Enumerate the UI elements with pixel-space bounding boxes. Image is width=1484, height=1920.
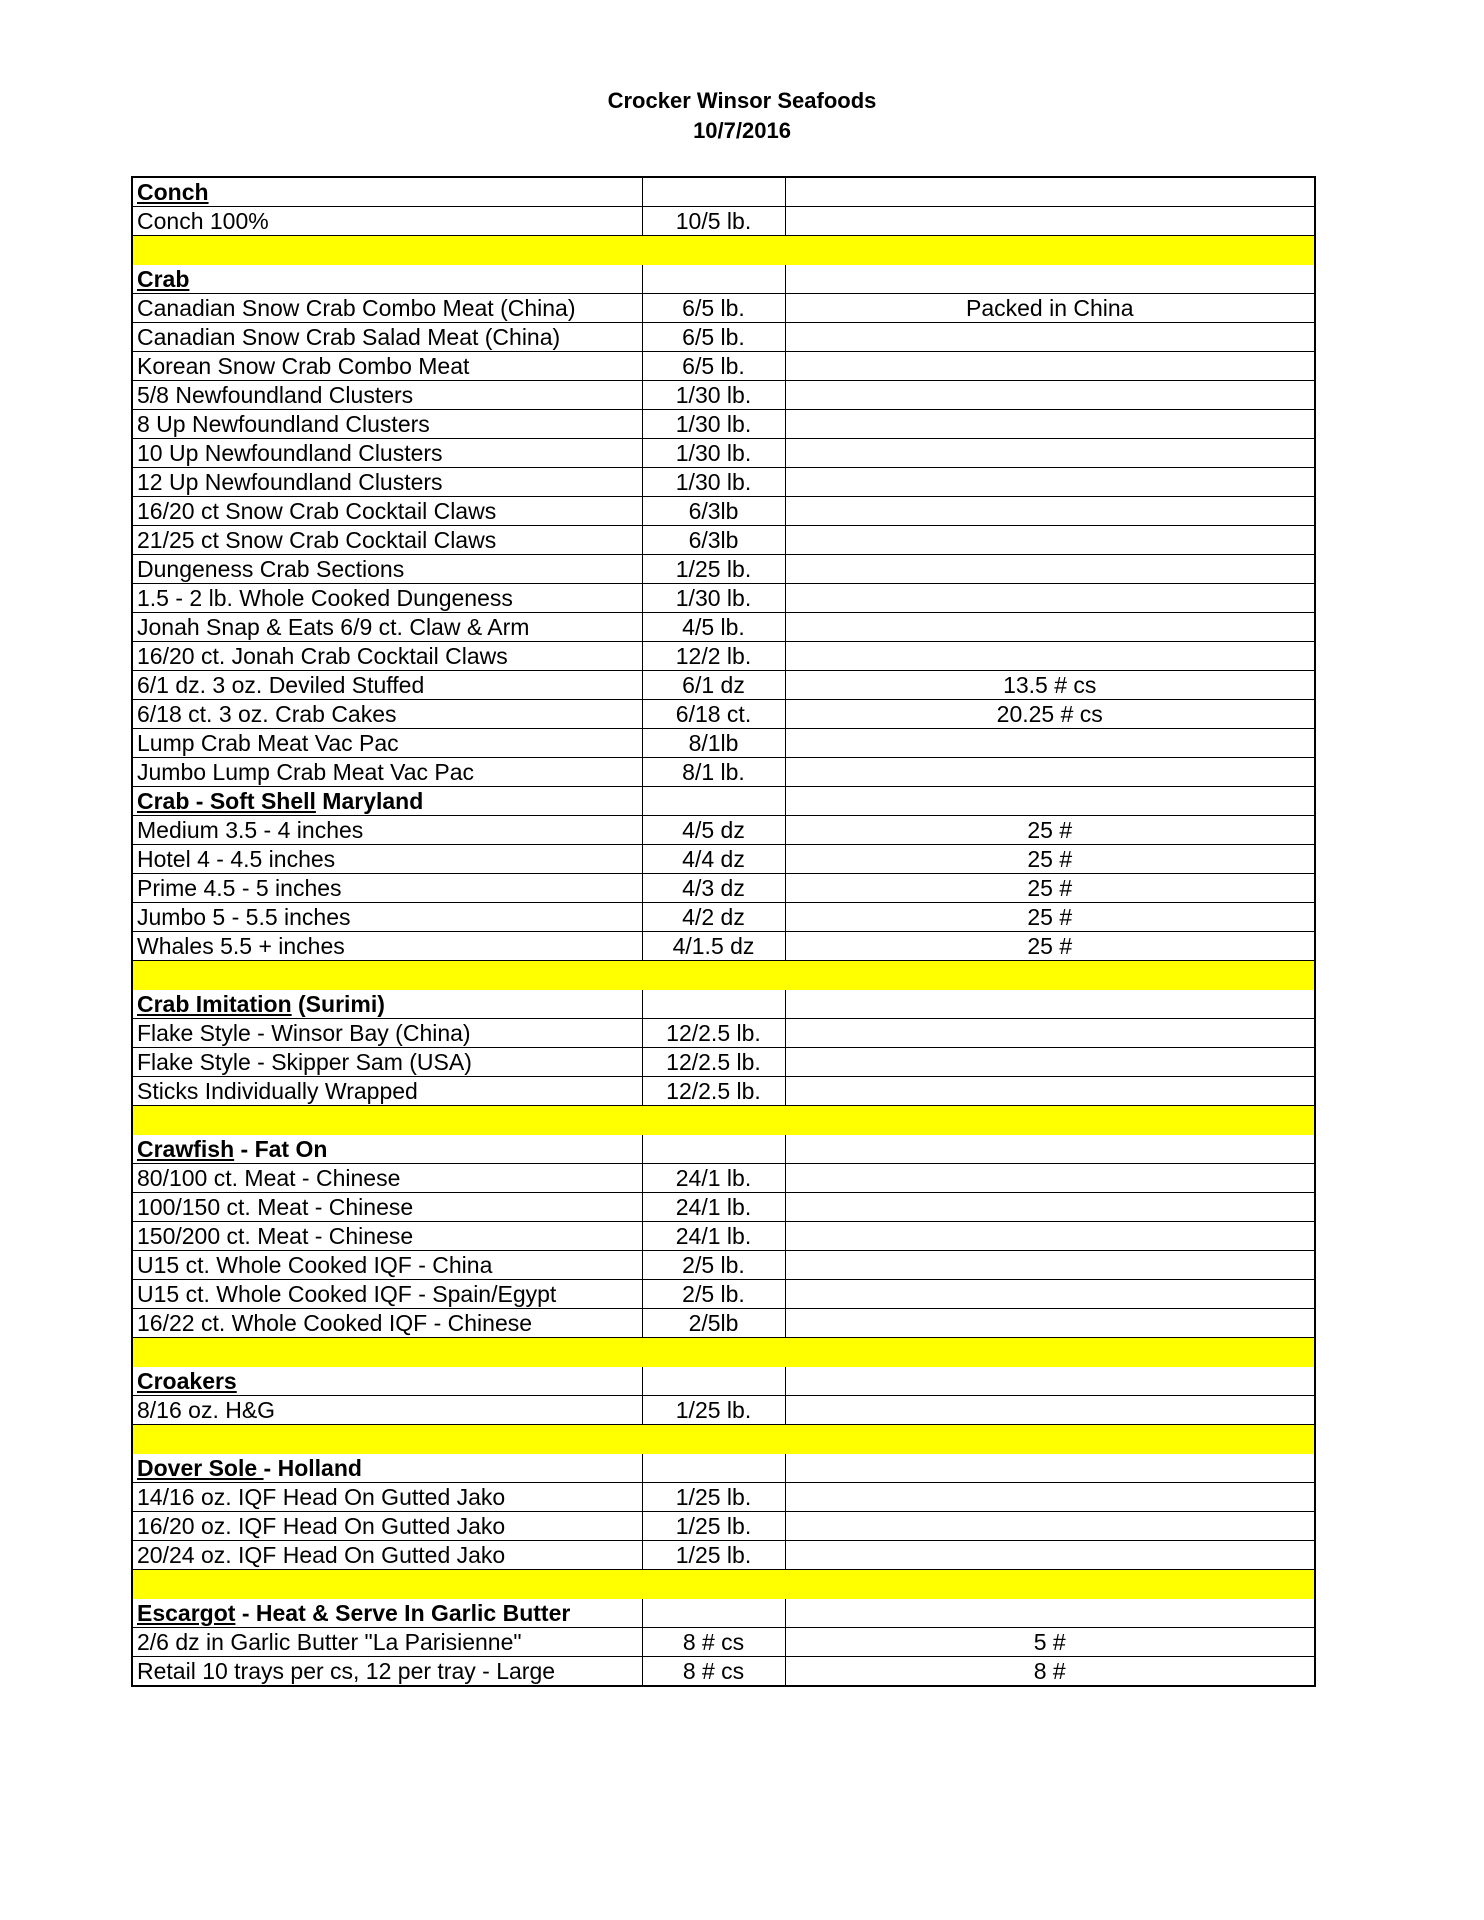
- item-note: [785, 1048, 1315, 1077]
- item-name: Prime 4.5 - 5 inches: [132, 874, 642, 903]
- table-row: [132, 1019, 1315, 1048]
- pack-size: 6/18 ct.: [642, 700, 785, 729]
- item-name: Jumbo Lump Crab Meat Vac Pac: [132, 758, 642, 787]
- item-name: Dungeness Crab Sections: [132, 555, 642, 584]
- table-row: [132, 1280, 1315, 1309]
- separator-cell: [642, 1338, 785, 1368]
- pack-size: 10/5 lb.: [642, 207, 785, 236]
- pack-size: 6/3lb: [642, 497, 785, 526]
- item-name: 16/20 ct. Jonah Crab Cocktail Claws: [132, 642, 642, 671]
- table-row: [132, 1048, 1315, 1077]
- pack-size: 4/1.5 dz: [642, 932, 785, 961]
- item-name: Retail 10 trays per cs, 12 per tray - Large: [132, 1657, 642, 1687]
- pack-size: 2/5 lb.: [642, 1280, 785, 1309]
- category-title: [132, 265, 642, 294]
- table-row: [132, 903, 1315, 932]
- pack-size: 24/1 lb.: [642, 1222, 785, 1251]
- pack-size: 1/25 lb.: [642, 1483, 785, 1512]
- pack-size: 8/1 lb.: [642, 758, 785, 787]
- table-row: [132, 613, 1315, 642]
- pack-cell: [642, 1367, 785, 1396]
- table-row: [132, 207, 1315, 236]
- item-note: [785, 1164, 1315, 1193]
- item-note: 8 #: [785, 1657, 1315, 1687]
- table-row: [132, 323, 1315, 352]
- table-row: [132, 1541, 1315, 1570]
- pack-size: 2/5lb: [642, 1309, 785, 1338]
- table-row: [132, 1222, 1315, 1251]
- pack-size: 1/30 lb.: [642, 410, 785, 439]
- pack-size: 1/30 lb.: [642, 381, 785, 410]
- table-row: [132, 671, 1315, 700]
- item-note: 25 #: [785, 903, 1315, 932]
- table-row: [132, 1396, 1315, 1425]
- item-name: 1.5 - 2 lb. Whole Cooked Dungeness: [132, 584, 642, 613]
- separator-cell: [642, 1570, 785, 1600]
- item-note: [785, 1512, 1315, 1541]
- table-row: [132, 1512, 1315, 1541]
- item-name: 12 Up Newfoundland Clusters: [132, 468, 642, 497]
- pack-size: 1/25 lb.: [642, 555, 785, 584]
- table-row: [132, 410, 1315, 439]
- table-row: [132, 1483, 1315, 1512]
- pack-size: 4/5 lb.: [642, 613, 785, 642]
- item-name: Lump Crab Meat Vac Pac: [132, 729, 642, 758]
- item-note: [785, 381, 1315, 410]
- pack-size: 6/5 lb.: [642, 294, 785, 323]
- note-cell: [785, 1367, 1315, 1396]
- item-name: 20/24 oz. IQF Head On Gutted Jako: [132, 1541, 642, 1570]
- pack-size: 12/2 lb.: [642, 642, 785, 671]
- separator-cell: [132, 236, 642, 266]
- table-row: [132, 1193, 1315, 1222]
- table-row: [132, 758, 1315, 787]
- item-name: U15 ct. Whole Cooked IQF - Spain/Egypt: [132, 1280, 642, 1309]
- item-note: [785, 352, 1315, 381]
- item-name: Hotel 4 - 4.5 inches: [132, 845, 642, 874]
- item-name: Conch 100%: [132, 207, 642, 236]
- item-name: Whales 5.5 + inches: [132, 932, 642, 961]
- category-header-row: [132, 1135, 1315, 1164]
- item-note: [785, 1396, 1315, 1425]
- section-separator: [132, 1570, 1315, 1600]
- separator-cell: [132, 1425, 642, 1455]
- item-name: 21/25 ct Snow Crab Cocktail Claws: [132, 526, 642, 555]
- table-row: [132, 1309, 1315, 1338]
- item-note: [785, 526, 1315, 555]
- item-note: [785, 1280, 1315, 1309]
- item-note: 13.5 # cs: [785, 671, 1315, 700]
- item-name: Medium 3.5 - 4 inches: [132, 816, 642, 845]
- table-row: [132, 729, 1315, 758]
- category-title: [132, 990, 642, 1019]
- pack-size: 6/3lb: [642, 526, 785, 555]
- pack-cell: [642, 265, 785, 294]
- item-note: 25 #: [785, 845, 1315, 874]
- table-row: [132, 555, 1315, 584]
- table-row: [132, 874, 1315, 903]
- pack-size: 6/1 dz: [642, 671, 785, 700]
- item-note: 20.25 # cs: [785, 700, 1315, 729]
- pack-size: 6/5 lb.: [642, 323, 785, 352]
- item-name: 16/20 oz. IQF Head On Gutted Jako: [132, 1512, 642, 1541]
- pack-size: 1/25 lb.: [642, 1396, 785, 1425]
- item-note: [785, 1309, 1315, 1338]
- separator-cell: [642, 236, 785, 266]
- item-name: Canadian Snow Crab Combo Meat (China): [132, 294, 642, 323]
- item-name: 8 Up Newfoundland Clusters: [132, 410, 642, 439]
- category-title: [132, 1367, 642, 1396]
- separator-cell: [785, 236, 1315, 266]
- item-name: 150/200 ct. Meat - Chinese: [132, 1222, 642, 1251]
- item-note: [785, 1077, 1315, 1106]
- table-row: [132, 642, 1315, 671]
- item-note: [785, 1541, 1315, 1570]
- table-row: [132, 439, 1315, 468]
- category-name: Crawfish: [137, 1136, 235, 1162]
- product-table-body: [132, 177, 1315, 1686]
- category-name: Crab - Soft Shell: [137, 788, 316, 814]
- pack-cell: [642, 1454, 785, 1483]
- category-name: Croakers: [137, 1368, 237, 1394]
- item-note: 25 #: [785, 874, 1315, 903]
- item-name: Jumbo 5 - 5.5 inches: [132, 903, 642, 932]
- category-header-row: [132, 1454, 1315, 1483]
- pack-size: 12/2.5 lb.: [642, 1048, 785, 1077]
- pack-cell: [642, 990, 785, 1019]
- item-name: Korean Snow Crab Combo Meat: [132, 352, 642, 381]
- note-cell: [785, 990, 1315, 1019]
- item-note: [785, 642, 1315, 671]
- separator-cell: [785, 1425, 1315, 1455]
- table-row: [132, 1164, 1315, 1193]
- pack-size: 4/2 dz: [642, 903, 785, 932]
- item-note: [785, 497, 1315, 526]
- item-name: Canadian Snow Crab Salad Meat (China): [132, 323, 642, 352]
- table-row: [132, 294, 1315, 323]
- category-qualifier: - Fat On: [234, 1136, 328, 1162]
- separator-cell: [642, 1106, 785, 1136]
- item-note: [785, 1251, 1315, 1280]
- table-row: [132, 816, 1315, 845]
- pack-cell: [642, 1599, 785, 1628]
- separator-cell: [132, 1106, 642, 1136]
- pack-size: 8 # cs: [642, 1657, 785, 1687]
- item-note: [785, 1483, 1315, 1512]
- pack-size: 24/1 lb.: [642, 1193, 785, 1222]
- pack-size: 12/2.5 lb.: [642, 1077, 785, 1106]
- category-header-row: [132, 787, 1315, 816]
- category-name: Conch: [137, 179, 209, 205]
- table-row: [132, 497, 1315, 526]
- pack-size: 1/30 lb.: [642, 468, 785, 497]
- pack-size: 1/25 lb.: [642, 1541, 785, 1570]
- item-note: [785, 729, 1315, 758]
- category-name: Crab Imitation: [137, 991, 292, 1017]
- item-note: [785, 468, 1315, 497]
- pack-cell: [642, 177, 785, 207]
- pack-size: 24/1 lb.: [642, 1164, 785, 1193]
- separator-cell: [132, 1570, 642, 1600]
- section-separator: [132, 1425, 1315, 1455]
- product-table: [131, 176, 1316, 1687]
- item-name: Sticks Individually Wrapped: [132, 1077, 642, 1106]
- pack-cell: [642, 787, 785, 816]
- item-note: 25 #: [785, 932, 1315, 961]
- item-name: 16/20 ct Snow Crab Cocktail Claws: [132, 497, 642, 526]
- pack-size: 1/30 lb.: [642, 439, 785, 468]
- pack-size: 4/3 dz: [642, 874, 785, 903]
- separator-cell: [132, 1338, 642, 1368]
- document-date: 10/7/2016: [693, 118, 791, 143]
- pack-size: 12/2.5 lb.: [642, 1019, 785, 1048]
- category-title: [132, 787, 642, 816]
- category-header-row: [132, 177, 1315, 207]
- company-name: Crocker Winsor Seafoods: [607, 88, 877, 113]
- table-row: [132, 1657, 1315, 1687]
- item-note: [785, 758, 1315, 787]
- item-name: 5/8 Newfoundland Clusters: [132, 381, 642, 410]
- note-cell: [785, 787, 1315, 816]
- table-row: [132, 932, 1315, 961]
- category-header-row: [132, 1367, 1315, 1396]
- table-row: [132, 526, 1315, 555]
- category-title: [132, 177, 642, 207]
- table-row: [132, 1251, 1315, 1280]
- category-header-row: [132, 990, 1315, 1019]
- pack-size: 1/30 lb.: [642, 584, 785, 613]
- item-note: [785, 584, 1315, 613]
- item-note: Packed in China: [785, 294, 1315, 323]
- category-title: [132, 1135, 642, 1164]
- pack-size: 8 # cs: [642, 1628, 785, 1657]
- pack-size: 8/1lb: [642, 729, 785, 758]
- category-qualifier: Maryland: [315, 788, 424, 814]
- item-note: [785, 613, 1315, 642]
- item-name: U15 ct. Whole Cooked IQF - China: [132, 1251, 642, 1280]
- separator-cell: [785, 961, 1315, 991]
- separator-cell: [785, 1570, 1315, 1600]
- separator-cell: [132, 961, 642, 991]
- document-header: [0, 86, 1484, 146]
- category-qualifier: (Surimi): [291, 991, 385, 1017]
- item-name: 2/6 dz in Garlic Butter "La Parisienne": [132, 1628, 642, 1657]
- item-name: Flake Style - Winsor Bay (China): [132, 1019, 642, 1048]
- pack-size: 6/5 lb.: [642, 352, 785, 381]
- table-row: [132, 1077, 1315, 1106]
- item-note: [785, 207, 1315, 236]
- separator-cell: [785, 1338, 1315, 1368]
- separator-cell: [642, 961, 785, 991]
- note-cell: [785, 265, 1315, 294]
- item-note: [785, 555, 1315, 584]
- separator-cell: [642, 1425, 785, 1455]
- item-note: 5 #: [785, 1628, 1315, 1657]
- pack-cell: [642, 1135, 785, 1164]
- item-note: 25 #: [785, 816, 1315, 845]
- note-cell: [785, 1599, 1315, 1628]
- item-name: Jonah Snap & Eats 6/9 ct. Claw & Arm: [132, 613, 642, 642]
- section-separator: [132, 1106, 1315, 1136]
- table-row: [132, 845, 1315, 874]
- item-name: 10 Up Newfoundland Clusters: [132, 439, 642, 468]
- section-separator: [132, 961, 1315, 991]
- item-name: Flake Style - Skipper Sam (USA): [132, 1048, 642, 1077]
- pack-size: 4/5 dz: [642, 816, 785, 845]
- item-note: [785, 323, 1315, 352]
- item-note: [785, 410, 1315, 439]
- table-row: [132, 381, 1315, 410]
- category-name: Crab: [137, 266, 190, 292]
- table-row: [132, 584, 1315, 613]
- item-name: 6/1 dz. 3 oz. Deviled Stuffed: [132, 671, 642, 700]
- item-name: 8/16 oz. H&G: [132, 1396, 642, 1425]
- category-name: Escargot: [137, 1600, 236, 1626]
- item-name: 14/16 oz. IQF Head On Gutted Jako: [132, 1483, 642, 1512]
- pack-size: 2/5 lb.: [642, 1251, 785, 1280]
- pack-size: 4/4 dz: [642, 845, 785, 874]
- item-name: 100/150 ct. Meat - Chinese: [132, 1193, 642, 1222]
- item-note: [785, 1222, 1315, 1251]
- category-qualifier: - Heat & Serve In Garlic Butter: [235, 1600, 571, 1626]
- category-header-row: [132, 265, 1315, 294]
- category-name: Dover Sole: [137, 1455, 264, 1481]
- category-qualifier: - Holland: [263, 1455, 362, 1481]
- table-row: [132, 352, 1315, 381]
- item-note: [785, 1019, 1315, 1048]
- table-row: [132, 468, 1315, 497]
- item-name: 16/22 ct. Whole Cooked IQF - Chinese: [132, 1309, 642, 1338]
- note-cell: [785, 1135, 1315, 1164]
- table-row: [132, 700, 1315, 729]
- category-header-row: [132, 1599, 1315, 1628]
- table-row: [132, 1628, 1315, 1657]
- section-separator: [132, 1338, 1315, 1368]
- item-name: 6/18 ct. 3 oz. Crab Cakes: [132, 700, 642, 729]
- note-cell: [785, 1454, 1315, 1483]
- category-title: [132, 1599, 642, 1628]
- item-name: 80/100 ct. Meat - Chinese: [132, 1164, 642, 1193]
- pack-size: 1/25 lb.: [642, 1512, 785, 1541]
- category-title: [132, 1454, 642, 1483]
- separator-cell: [785, 1106, 1315, 1136]
- item-note: [785, 1193, 1315, 1222]
- section-separator: [132, 236, 1315, 266]
- item-note: [785, 439, 1315, 468]
- note-cell: [785, 177, 1315, 207]
